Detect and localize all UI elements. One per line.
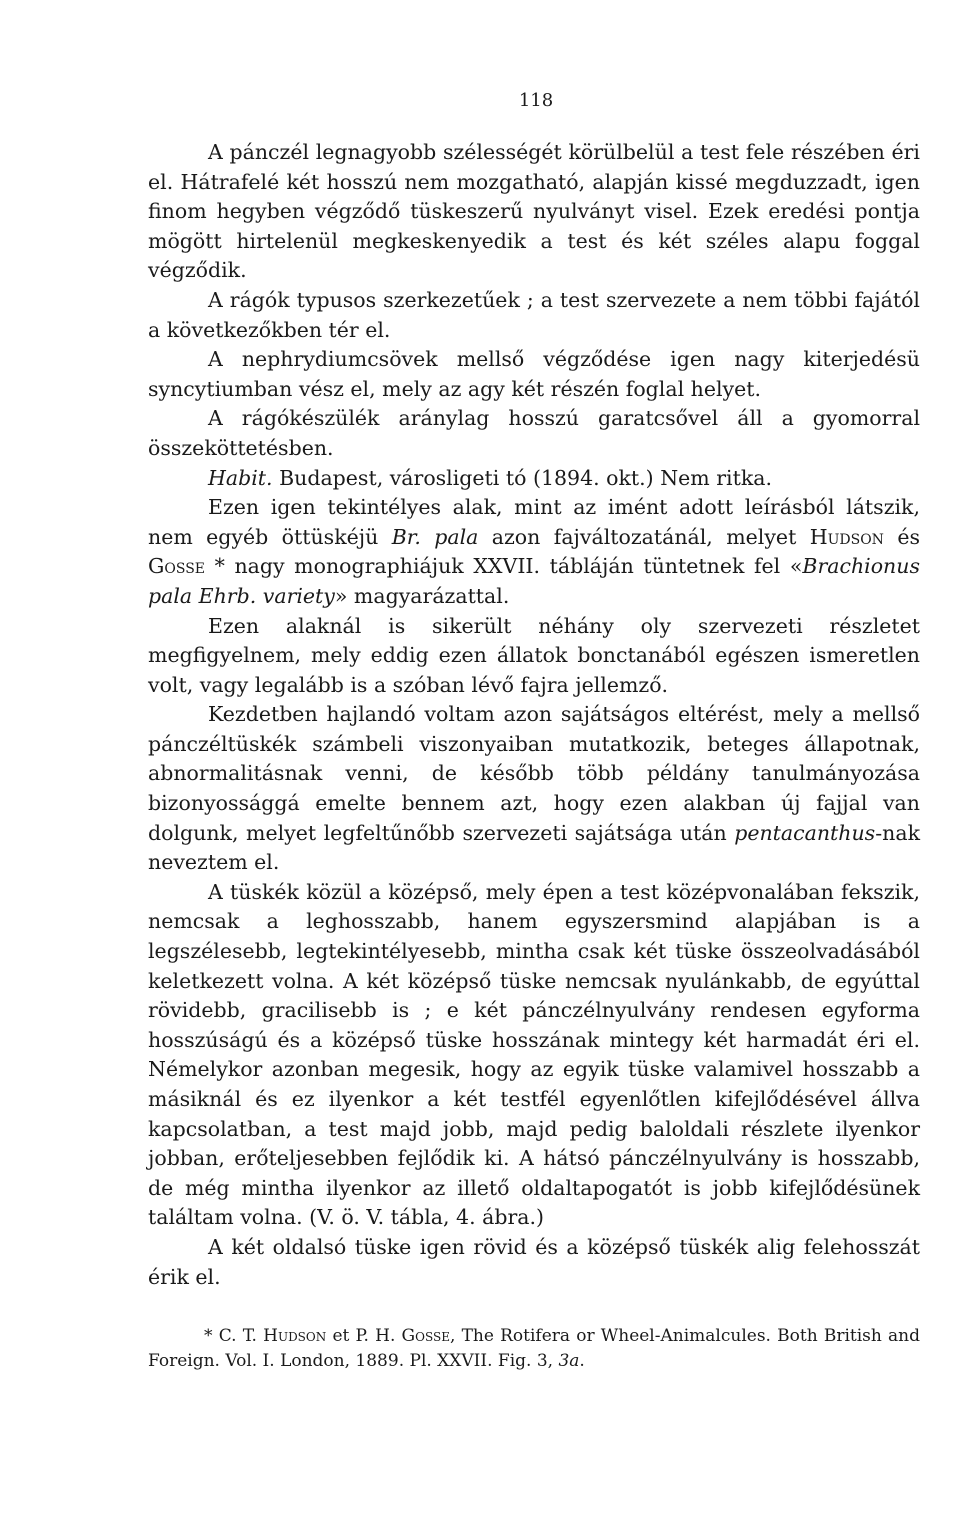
p6-text-c: azon fajváltozatánál, melyet (478, 524, 810, 549)
footnote-c: et P. H. (326, 1326, 402, 1346)
variety-name: Brachionus pala Ehrb. variety (148, 554, 920, 608)
paragraph-10: A két oldalsó tüske igen rövid és a középső tüskék alig felehosszát érik el. (148, 1234, 920, 1289)
footnote (148, 1324, 920, 1374)
footnote-a: * C. T. (204, 1326, 264, 1346)
author-gosse: Gosse (148, 554, 206, 579)
p8-text-a: Kezdetben hajlandó voltam azon sajátságos eltérést, mely a mellső pánczéltüskék számbeli viszonyaiban mutatkozik, beteges állapotnak, abnormalitásnak venni, de később több példány tanulmányozása bizonyossággá emelte bennem azt, hogy ezen alakban új fajjal van dolgunk, melyet legfeltűnőbb szervezeti sajátsága után (148, 702, 920, 845)
paragraph-6 (148, 493, 920, 611)
footnote-e: , The Rotifera or Wheel-Animalcules. Both British and Foreign. Vol. I. London, 1889. Pl. XXVII. Fig. 3, (148, 1326, 920, 1371)
footnote-hudson: Hudson (263, 1326, 327, 1346)
page-number: 118 (518, 90, 554, 111)
p6-text-i: » magyarázattal. (334, 583, 510, 608)
p6-text-g: * nagy monographiájuk XXVII. tábláján tüntetnek fel « (205, 554, 803, 579)
paragraph-5 (148, 464, 920, 494)
p6-text-a: Ezen igen tekintélyes alak, mint az imént adott leírásból látszik, nem egyéb öttüskéjü (148, 495, 920, 549)
paragraph-1: A pánczél legnagyobb szélességét körülbelül a test fele részében éri el. Hátrafelé két hosszú nem mozgatható, alapján kissé megduzzadt, igen finom hegyben végződő tüskeszerű nyulványt visel. Ezek eredési pontja mögött hirtelenül megkeskenyedik a test és két széles alapu foggal végződik. (148, 140, 920, 283)
paragraph-3: A nephrydiumcsövek mellső végződése igen nagy kiterjedésü syncytiumban vész el, mely az agy két részén foglal helyet. (148, 347, 920, 401)
paragraph-2: A rágók typusos szerkezetűek ; a test szervezete a nem többi fajától a következőkben tér el. (148, 287, 920, 342)
p6-text-e: és (883, 524, 920, 549)
habitat-text: Budapest, városligeti tó (1894. okt.) Nem ritka. (272, 465, 772, 490)
paragraph-7: Ezen alaknál is sikerült néhány oly szervezeti részletet megfigyelnem, mely eddig ezen állatok bonctanából egészen ismeretlen volt, vagy legalább is a szóban lévő fajra jellemző. (148, 613, 920, 697)
author-hudson: Hudson (809, 524, 884, 549)
footnote-text (148, 1324, 920, 1374)
paragraph-8 (148, 700, 920, 878)
footnote-gosse: Gosse (401, 1326, 450, 1346)
new-species-name: pentacanthus (734, 820, 876, 845)
footnote-g: . (579, 1351, 585, 1371)
body-text (148, 138, 920, 1292)
species-name: Br. pala (391, 524, 479, 549)
paragraph-4: A rágókészülék aránylag hosszú garatcsővel áll a gyomorral összeköttetésben. (148, 406, 920, 460)
paragraph-9: A tüskék közül a középső, mely épen a test középvonalában fekszik, nemcsak a leghosszabb, hanem egyszersmind alapjában is a legszélesebb, legtekintélyesebb, mintha csak két tüske összeolvadásából keletkezett volna. A két középső tüske nemcsak nyulánkabb, de egyúttal rövidebb, gracilisebb is ; e két pánczélnyulvány rendesen egyforma hosszúságú és a középső tüske hosszának mintegy két harmadát éri el. Némelykor azonban megesik, hogy az egyik tüske valamivel hosszabb a másiknál és ez ilyenkor a két testfél egyenlőtlen kifejlődésével állva kapcsolatban, a test majd jobb, majd pedig baloldali részlete ilyenkor jobban, erőteljesebben fejlődik ki. A hátsó pánczélnyulvány is hosszabb, de még mintha ilyenkor az illető oldaltapogatót is jobb kifejlődésünek találtam volna. (V. ö. V. tábla, 4. ábra.) (148, 879, 920, 1230)
footnote-figure: 3a (558, 1351, 580, 1371)
p8-text-c: -nak neveztem el. (148, 820, 920, 875)
habitat-label: Habit. (208, 465, 273, 490)
